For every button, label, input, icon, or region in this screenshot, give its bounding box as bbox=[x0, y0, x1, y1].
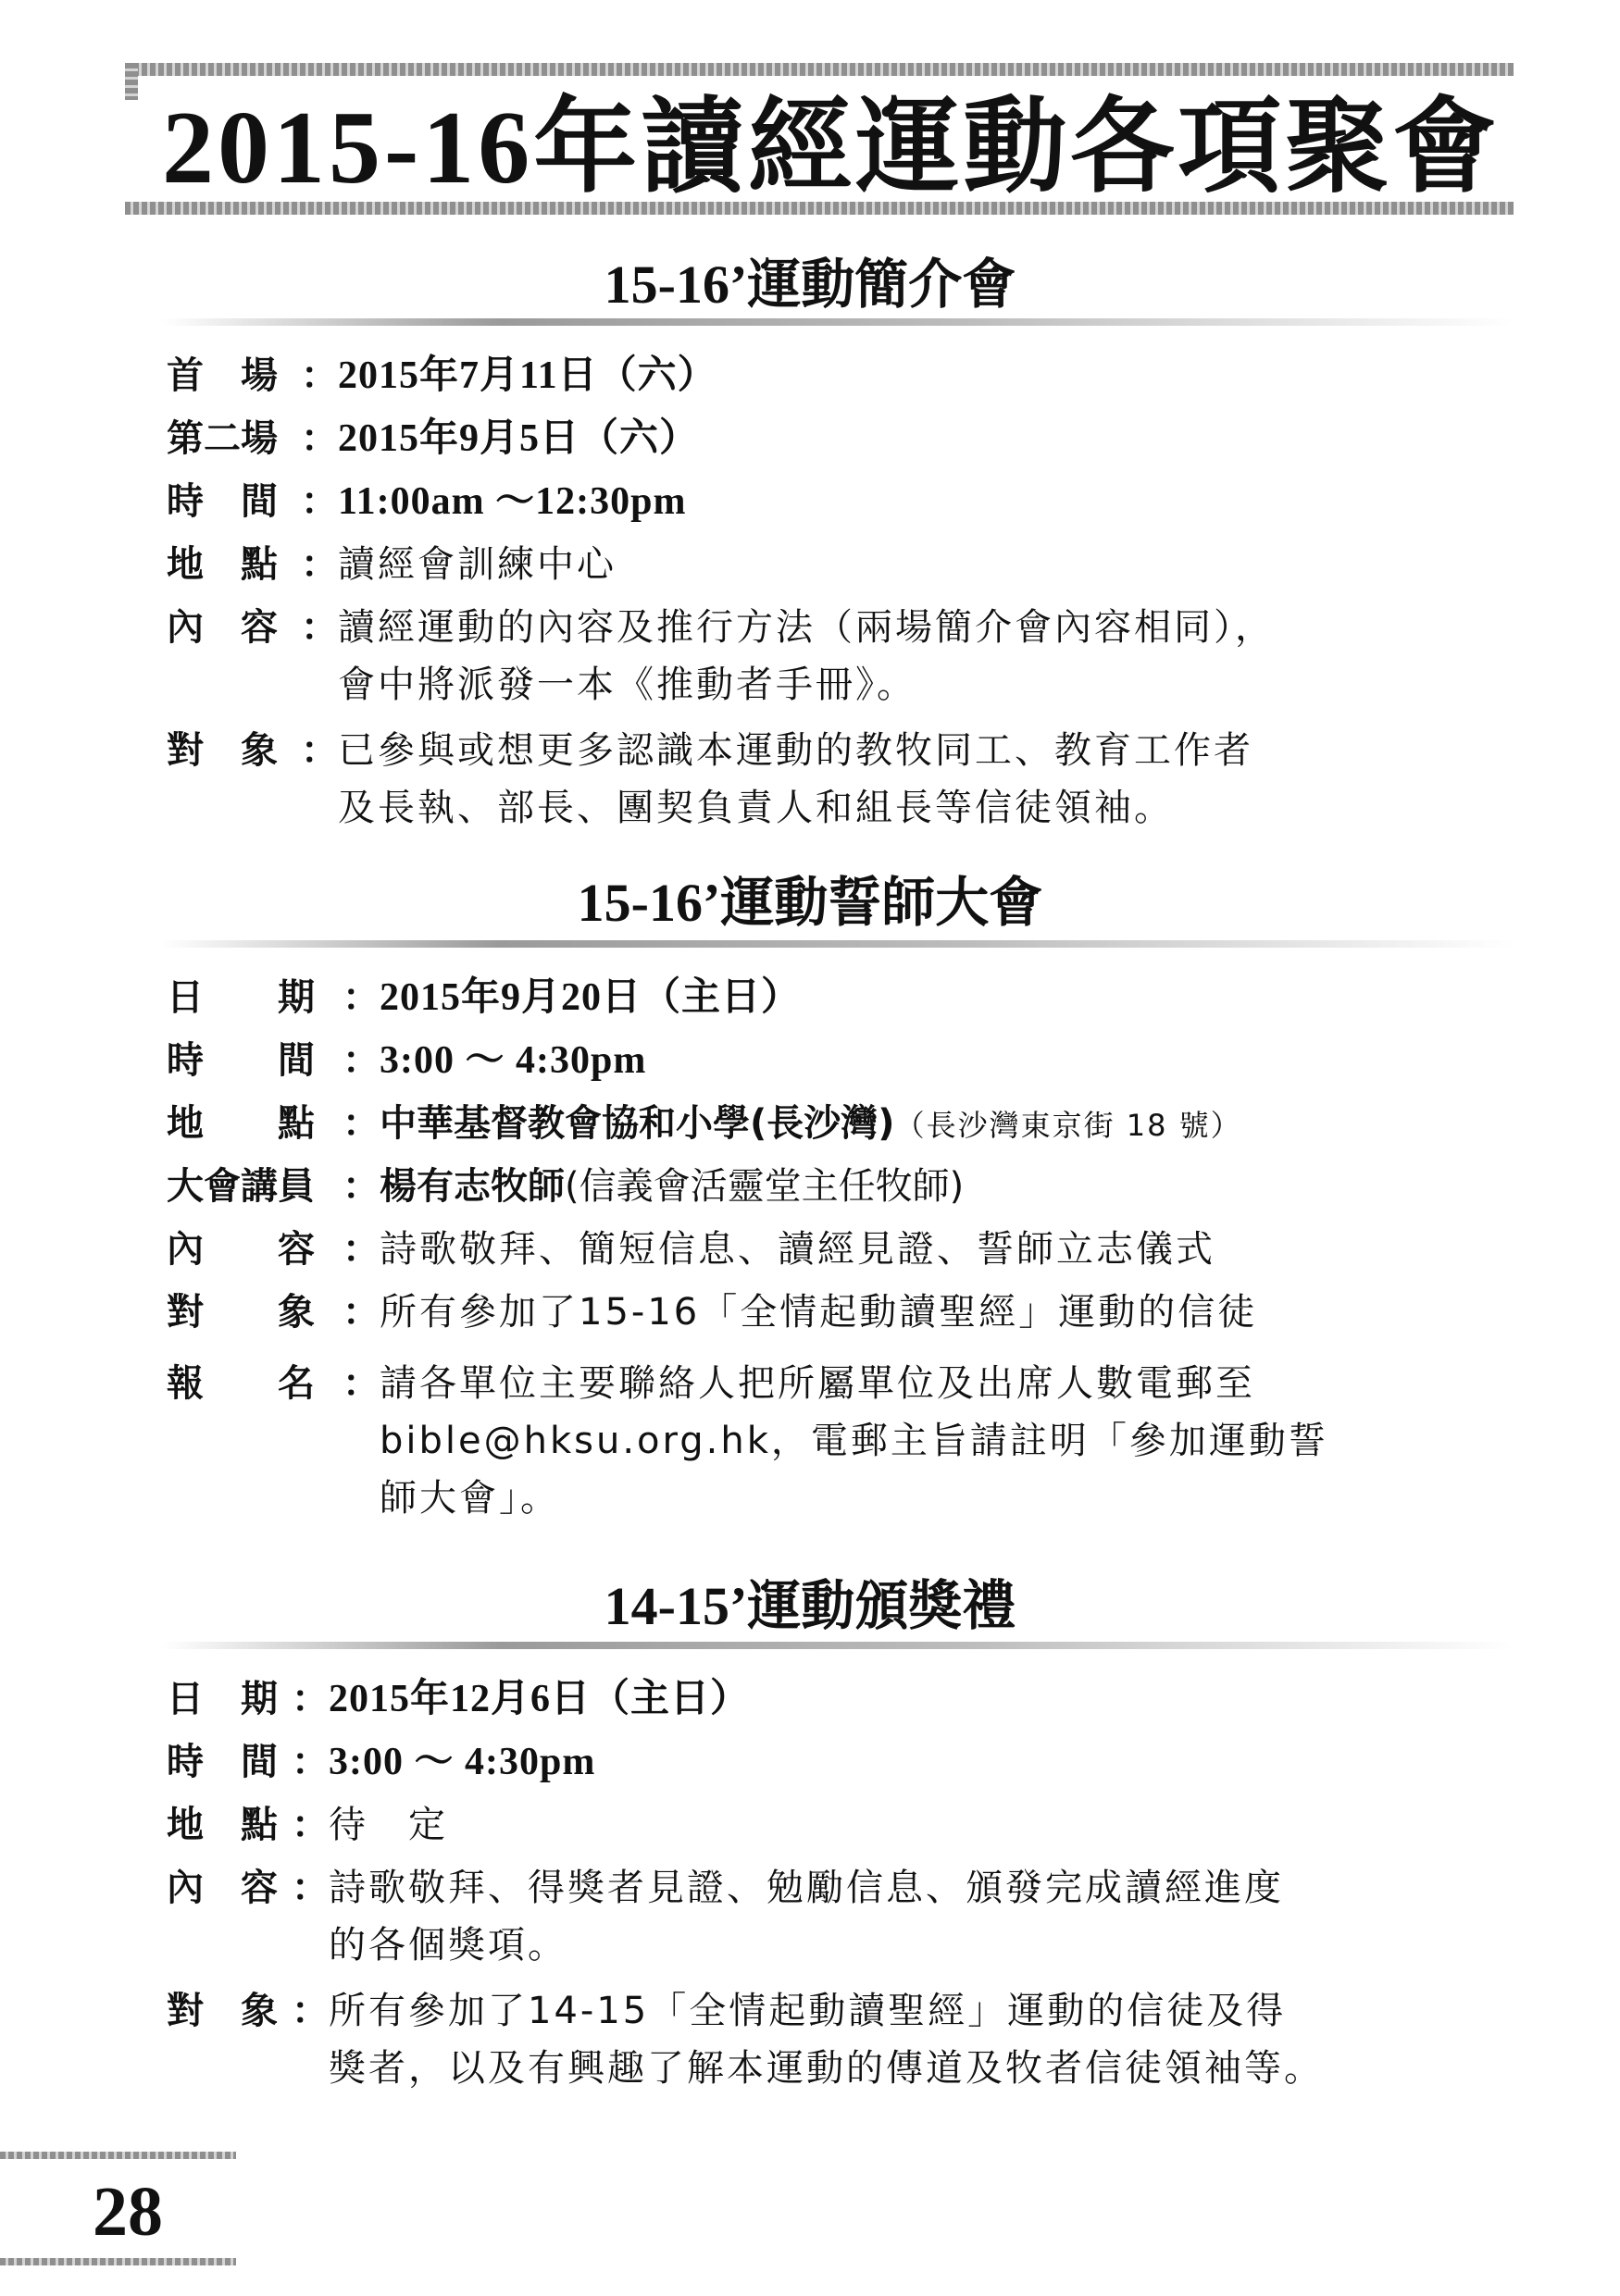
row-label: 內 容 bbox=[167, 1867, 278, 1909]
row-value: 3:00 ～ 4:30pm bbox=[329, 1741, 596, 1783]
row-label: 對 象 bbox=[167, 1990, 278, 2032]
section-rule bbox=[162, 318, 1514, 326]
info-row bbox=[167, 1355, 1328, 1527]
info-row bbox=[167, 599, 1275, 714]
label-colon: ： bbox=[292, 1990, 329, 2032]
row-label: 地 點 bbox=[167, 1804, 278, 1846]
info-row bbox=[167, 1982, 1324, 2097]
footer-bottom-stripe bbox=[0, 2258, 236, 2265]
info-row bbox=[167, 473, 687, 530]
label-colon: ： bbox=[343, 1228, 380, 1271]
speaker-name: 楊有志牧師 bbox=[380, 1165, 565, 1208]
label-colon: ： bbox=[301, 417, 338, 460]
row-value: 11:00am ～12:30pm bbox=[338, 480, 687, 523]
row-label: 報 名 bbox=[167, 1362, 315, 1405]
info-row bbox=[167, 1158, 964, 1215]
page-number: 28 bbox=[93, 2173, 163, 2251]
speaker-title: (信義會活靈堂主任牧師) bbox=[565, 1165, 965, 1208]
row-value: 2015年9月20日（主日） bbox=[380, 976, 802, 1019]
label-colon: ： bbox=[292, 1741, 329, 1783]
label-colon: ： bbox=[343, 1102, 380, 1145]
row-value bbox=[380, 1158, 964, 1215]
row-value: 2015年12月6日（主日） bbox=[329, 1678, 751, 1720]
row-label: 地 點 bbox=[167, 543, 278, 586]
row-label: 第二場 bbox=[167, 417, 278, 460]
label-colon: ： bbox=[343, 976, 380, 1019]
row-value bbox=[329, 1859, 1284, 1974]
label-colon: ： bbox=[343, 1165, 380, 1208]
row-value bbox=[380, 1095, 1242, 1154]
label-colon: ： bbox=[301, 480, 338, 523]
label-colon: ： bbox=[292, 1804, 329, 1846]
label-colon: ： bbox=[292, 1678, 329, 1720]
label-colon: ： bbox=[301, 729, 338, 772]
value-line: 獎者，以及有興趣了解本運動的傳道及牧者信徒領袖等。 bbox=[329, 2047, 1324, 2090]
row-value: 待 定 bbox=[329, 1804, 448, 1846]
row-label: 日 期 bbox=[167, 976, 315, 1019]
value-line: bible@hksu.org.hk，電郵主旨請註明「參加運動誓 bbox=[380, 1420, 1328, 1462]
value-line: 師大會」。 bbox=[380, 1477, 560, 1520]
info-row bbox=[167, 1859, 1284, 1974]
label-colon: ： bbox=[343, 1291, 380, 1334]
row-label: 對 象 bbox=[167, 729, 278, 772]
info-row bbox=[167, 1733, 595, 1791]
venue-name: 中華基督教會協和小學(長沙灣) bbox=[380, 1102, 895, 1145]
page-title: 2015-16年讀經運動各項聚會 bbox=[162, 91, 1501, 205]
value-line: 已參與或想更多認識本運動的教牧同工、教育工作者 bbox=[338, 729, 1253, 772]
label-colon: ： bbox=[301, 606, 338, 649]
section-rule bbox=[162, 940, 1514, 948]
row-value: 2015年9月5日（六） bbox=[338, 417, 700, 460]
row-value: 讀經會訓練中心 bbox=[338, 543, 617, 586]
row-value bbox=[338, 722, 1253, 837]
info-row bbox=[167, 1095, 1242, 1154]
row-label: 地 點 bbox=[167, 1102, 315, 1145]
info-row bbox=[167, 1221, 1215, 1278]
row-value: 2015年7月11日（六） bbox=[338, 354, 717, 397]
row-value: 所有參加了15-16「全情起動讀聖經」運動的信徒 bbox=[380, 1291, 1258, 1334]
row-label: 首 場 bbox=[167, 354, 278, 397]
row-value bbox=[380, 1355, 1328, 1527]
info-row bbox=[167, 969, 801, 1026]
info-row bbox=[167, 410, 699, 467]
value-line: 所有參加了14-15「全情起動讀聖經」運動的信徒及得 bbox=[329, 1990, 1287, 2032]
section-title-awards: 14-15’運動頒獎禮 bbox=[604, 1576, 1016, 1636]
row-value bbox=[338, 599, 1275, 714]
venue-address: （長沙灣東京街 18 號） bbox=[894, 1108, 1242, 1143]
info-row bbox=[167, 1032, 646, 1089]
label-colon: ： bbox=[292, 1867, 329, 1909]
info-row bbox=[167, 1284, 1257, 1341]
row-value bbox=[329, 1982, 1324, 2097]
label-colon: ： bbox=[343, 1362, 380, 1405]
label-colon: ： bbox=[301, 543, 338, 586]
label-colon: ： bbox=[343, 1039, 380, 1082]
value-line: 請各單位主要聯絡人把所屬單位及出席人數電郵至 bbox=[380, 1362, 1255, 1405]
info-row bbox=[167, 1796, 448, 1854]
header-left-bar bbox=[125, 63, 138, 100]
row-label: 時 間 bbox=[167, 1039, 315, 1082]
row-value: 詩歌敬拜、簡短信息、讀經見證、誓師立志儀式 bbox=[380, 1228, 1215, 1271]
row-label: 時 間 bbox=[167, 1741, 278, 1783]
section-rule bbox=[162, 1642, 1514, 1649]
row-label: 對 象 bbox=[167, 1291, 315, 1334]
value-line: 詩歌敬拜、得獎者見證、勉勵信息、頒發完成讀經進度 bbox=[329, 1867, 1284, 1909]
section-title-rally: 15-16’運動誓師大會 bbox=[577, 873, 1043, 933]
info-row bbox=[167, 536, 617, 593]
footer-top-stripe bbox=[0, 2152, 236, 2159]
row-label: 時 間 bbox=[167, 480, 278, 523]
info-row bbox=[167, 347, 717, 404]
value-line: 讀經運動的內容及推行方法（兩場簡介會內容相同）， bbox=[338, 606, 1275, 649]
row-label: 大會講員 bbox=[167, 1165, 315, 1208]
info-row bbox=[167, 1670, 750, 1728]
header-top-stripe bbox=[125, 63, 1514, 76]
row-label: 日 期 bbox=[167, 1678, 278, 1720]
value-line: 的各個獎項。 bbox=[329, 1924, 567, 1967]
row-value: 3:00 ～ 4:30pm bbox=[380, 1039, 647, 1082]
row-label: 內 容 bbox=[167, 606, 278, 649]
section-title-briefing: 15-16’運動簡介會 bbox=[604, 254, 1016, 315]
row-label: 內 容 bbox=[167, 1228, 315, 1271]
label-colon: ： bbox=[301, 354, 338, 397]
info-row bbox=[167, 722, 1253, 837]
value-line: 及長執、部長、團契負責人和組長等信徒領袖。 bbox=[338, 787, 1174, 829]
value-line: 會中將派發一本《推動者手冊》。 bbox=[338, 664, 916, 706]
